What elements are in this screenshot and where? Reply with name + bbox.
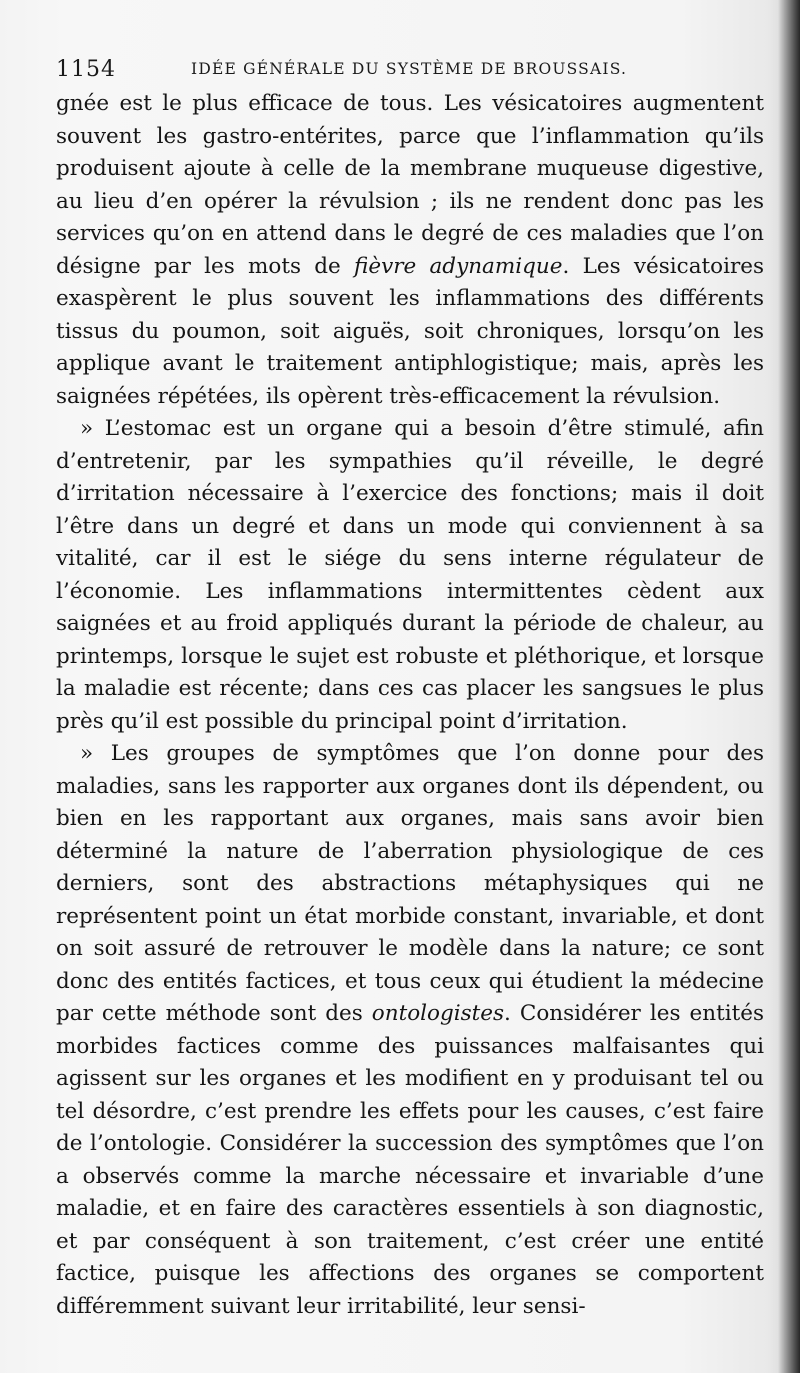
- page-number: 1154: [56, 57, 116, 82]
- text-segment: » Les groupes de symptômes que l’on donne pour des maladies, sans les rapporter aux organes dont ils dépendent, ou bien en les rapportant aux organes, mais sans avoir bien déterminé la nature de l’aberration physiologique de ces derniers, sont des abstractions métaphysiques qui ne représentent point un état morbide constant, invariable, et dont on soit assuré de retrouver le modèle dans la nature; ce sont donc des entités factices, et tous ceux qui étudient la médecine par cette méthode sont des: [56, 741, 764, 1026]
- paragraph: [56, 88, 764, 413]
- text-segment: . Les vésicatoires exaspèrent le plus souvent les inflammations des différents tissus du poumon, soit aiguës, soit chroniques, lorsqu’on les applique avant le traitement antiphlogistique; mais, après les saignées répétées, ils opèrent très-efficacement la révulsion.: [56, 253, 765, 409]
- paragraph: [56, 413, 764, 738]
- italic-term-ontologistes: ontologistes: [371, 1001, 505, 1026]
- text-segment: » L’estomac est un organe qui a besoin d’être stimulé, afin d’entretenir, par les sympathies qu’il réveille, le degré d’irritation nécessaire à l’exercice des fonctions; mais il doit l’être dans un degré et dans un mode qui conviennent à sa vitalité, car il est le siége du sens interne régulateur de l’économie. Les inflammations intermittentes cèdent aux saignées et au froid appliqués durant la période de chaleur, au printemps, lorsque le sujet est robuste et pléthorique, et lorsque la maladie est récente; dans ces cas placer les sangsues le plus près qu’il est possible du principal point d’irritation.: [56, 416, 764, 734]
- text-segment: gnée est le plus efficace de tous. Les vésicatoires augmentent souvent les gastro-entérites, parce que l’inflammation qu’ils produisent ajoute à celle de la membrane muqueuse digestive, au lieu d’en opérer la révulsion ; ils ne rendent donc pas les services qu’on en attend dans le degré de ces maladies que l’on désigne par les mots de: [56, 91, 764, 279]
- italic-term-fievre-adynamique: fièvre adynamique: [354, 253, 563, 279]
- running-title: IDÉE GÉNÉRALE DU SYSTÈME DE BROUSSAIS.: [191, 60, 628, 78]
- text-segment: . Considérer les entités morbides factices comme des puissances malfaisantes qui agissent sur les organes et les modifient en y produisant tel ou tel désordre, c’est prendre les effets pour les causes, c’est faire de l’ontologie. Considérer la succession des symptômes que l’on a observés comme la marche nécessaire et invariable d’une maladie, et en faire des caractères essentiels à son diagnostic, et par conséquent à son traitement, c’est créer une entité factice, puisque les affections des organes se comportent différemment suivant leur irritabilité, leur sensi-: [56, 1001, 764, 1319]
- running-header: [56, 57, 756, 87]
- page-edge-shadow: [778, 0, 800, 1373]
- body-text: [56, 88, 764, 1323]
- paragraph: [56, 738, 764, 1323]
